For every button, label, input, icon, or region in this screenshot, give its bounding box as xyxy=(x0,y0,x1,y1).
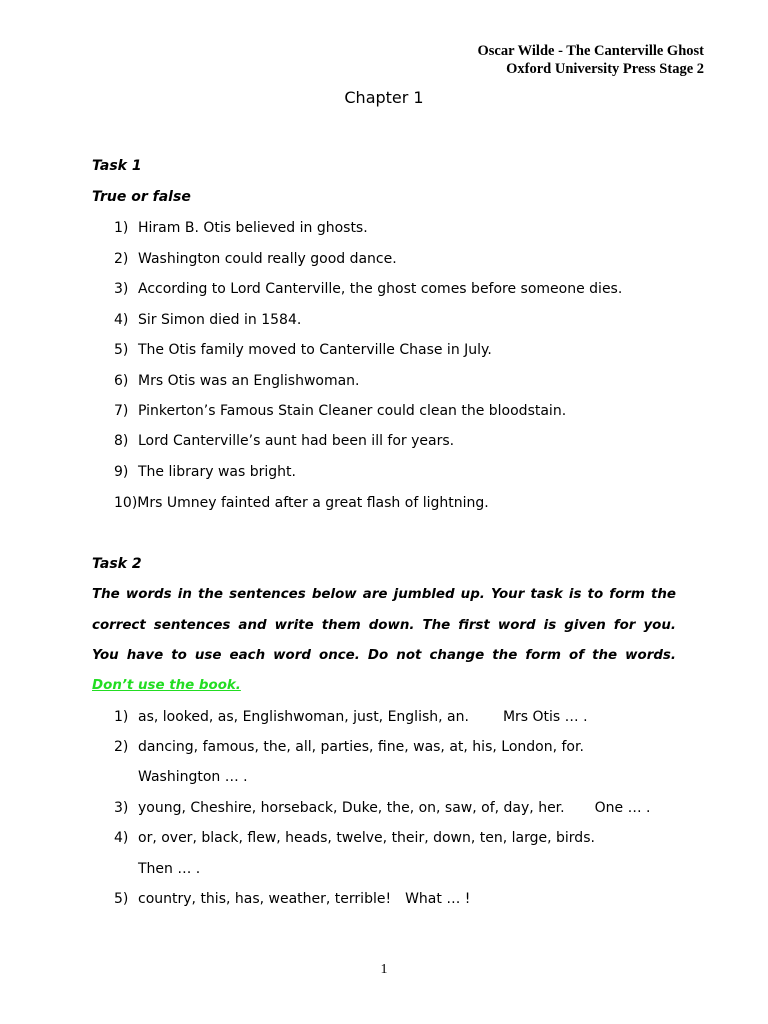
item-number: 7) xyxy=(114,403,129,419)
task1-item xyxy=(114,281,622,297)
item-hint: One … . xyxy=(594,800,651,816)
task2-item xyxy=(114,800,650,816)
item-number: 2) xyxy=(114,739,129,755)
item-text: country, this, has, weather, terrible! xyxy=(138,891,392,907)
item-text: According to Lord Canterville, the ghost comes before someone dies. xyxy=(138,281,623,297)
item-number: 4) xyxy=(114,830,129,846)
item-number: 8) xyxy=(114,433,129,449)
task1-item xyxy=(114,342,492,358)
task1-item xyxy=(114,464,296,480)
task1-item xyxy=(114,251,397,267)
warning-text: Don’t use the book. xyxy=(92,678,241,693)
task2-warning-line xyxy=(92,678,676,693)
item-text: The Otis family moved to Canterville Chase in July. xyxy=(138,342,492,358)
item-number: 5) xyxy=(114,342,129,358)
item-number: 2) xyxy=(114,251,129,267)
item-number: 5) xyxy=(114,891,129,907)
item-text: as, looked, as, Englishwoman, just, English, an. xyxy=(138,709,469,725)
item-hint: What … ! xyxy=(405,891,471,907)
task1-item xyxy=(114,433,454,449)
item-text: or, over, black, flew, heads, twelve, their, down, ten, large, birds. xyxy=(138,830,595,846)
task2-instruction-line: correct sentences and write them down. The first word is given for you. xyxy=(92,618,676,633)
task1-item xyxy=(114,373,360,389)
task1-item xyxy=(114,312,301,328)
task2-instruction-line: You have to use each word once. Do not change the form of the words. xyxy=(92,648,676,663)
task2-item xyxy=(114,891,470,907)
item-text: Hiram B. Otis believed in ghosts. xyxy=(138,220,368,236)
task1-subtitle: True or false xyxy=(92,189,191,205)
task2-item xyxy=(114,830,595,846)
item-number: 3) xyxy=(114,800,129,816)
task1-item xyxy=(114,495,489,511)
item-text: Mrs Umney fainted after a great flash of lightning. xyxy=(137,495,489,511)
item-text: young, Cheshire, horseback, Duke, the, on, saw, of, day, her. xyxy=(138,800,565,816)
item-text: The library was bright. xyxy=(138,464,296,480)
header-author-title: Oscar Wilde - The Canterville Ghost xyxy=(477,43,704,59)
task2-item xyxy=(114,739,584,755)
task1-title: Task 1 xyxy=(92,158,142,174)
item-number: 3) xyxy=(114,281,129,297)
header-publisher: Oxford University Press Stage 2 xyxy=(506,61,704,77)
task2-item xyxy=(114,709,588,725)
page-number: 1 xyxy=(380,962,388,977)
document-header xyxy=(478,42,705,78)
item-number: 9) xyxy=(114,464,129,480)
chapter-title: Chapter 1 xyxy=(344,88,424,107)
item-text: Washington could really good dance. xyxy=(138,251,397,267)
item-hint: Mrs Otis … . xyxy=(502,709,588,725)
task1-item xyxy=(114,220,368,236)
task2-title: Task 2 xyxy=(92,556,142,572)
item-text: Pinkerton’s Famous Stain Cleaner could clean the bloodstain. xyxy=(138,403,567,419)
task1-item xyxy=(114,403,566,419)
item-hint: Washington … . xyxy=(138,769,248,785)
item-text: Lord Canterville’s aunt had been ill for years. xyxy=(138,433,455,449)
item-text: dancing, famous, the, all, parties, fine, was, at, his, London, for. xyxy=(138,739,584,755)
item-number: 6) xyxy=(114,373,129,389)
item-text: Sir Simon died in 1584. xyxy=(138,312,302,328)
task2-instruction-line: The words in the sentences below are jumbled up. Your task is to form the xyxy=(92,587,676,602)
item-number: 1) xyxy=(114,220,129,236)
item-hint: Then … . xyxy=(138,861,201,877)
item-text: Mrs Otis was an Englishwoman. xyxy=(138,373,360,389)
item-number: 10) xyxy=(114,495,138,511)
item-number: 1) xyxy=(114,709,129,725)
item-number: 4) xyxy=(114,312,129,328)
